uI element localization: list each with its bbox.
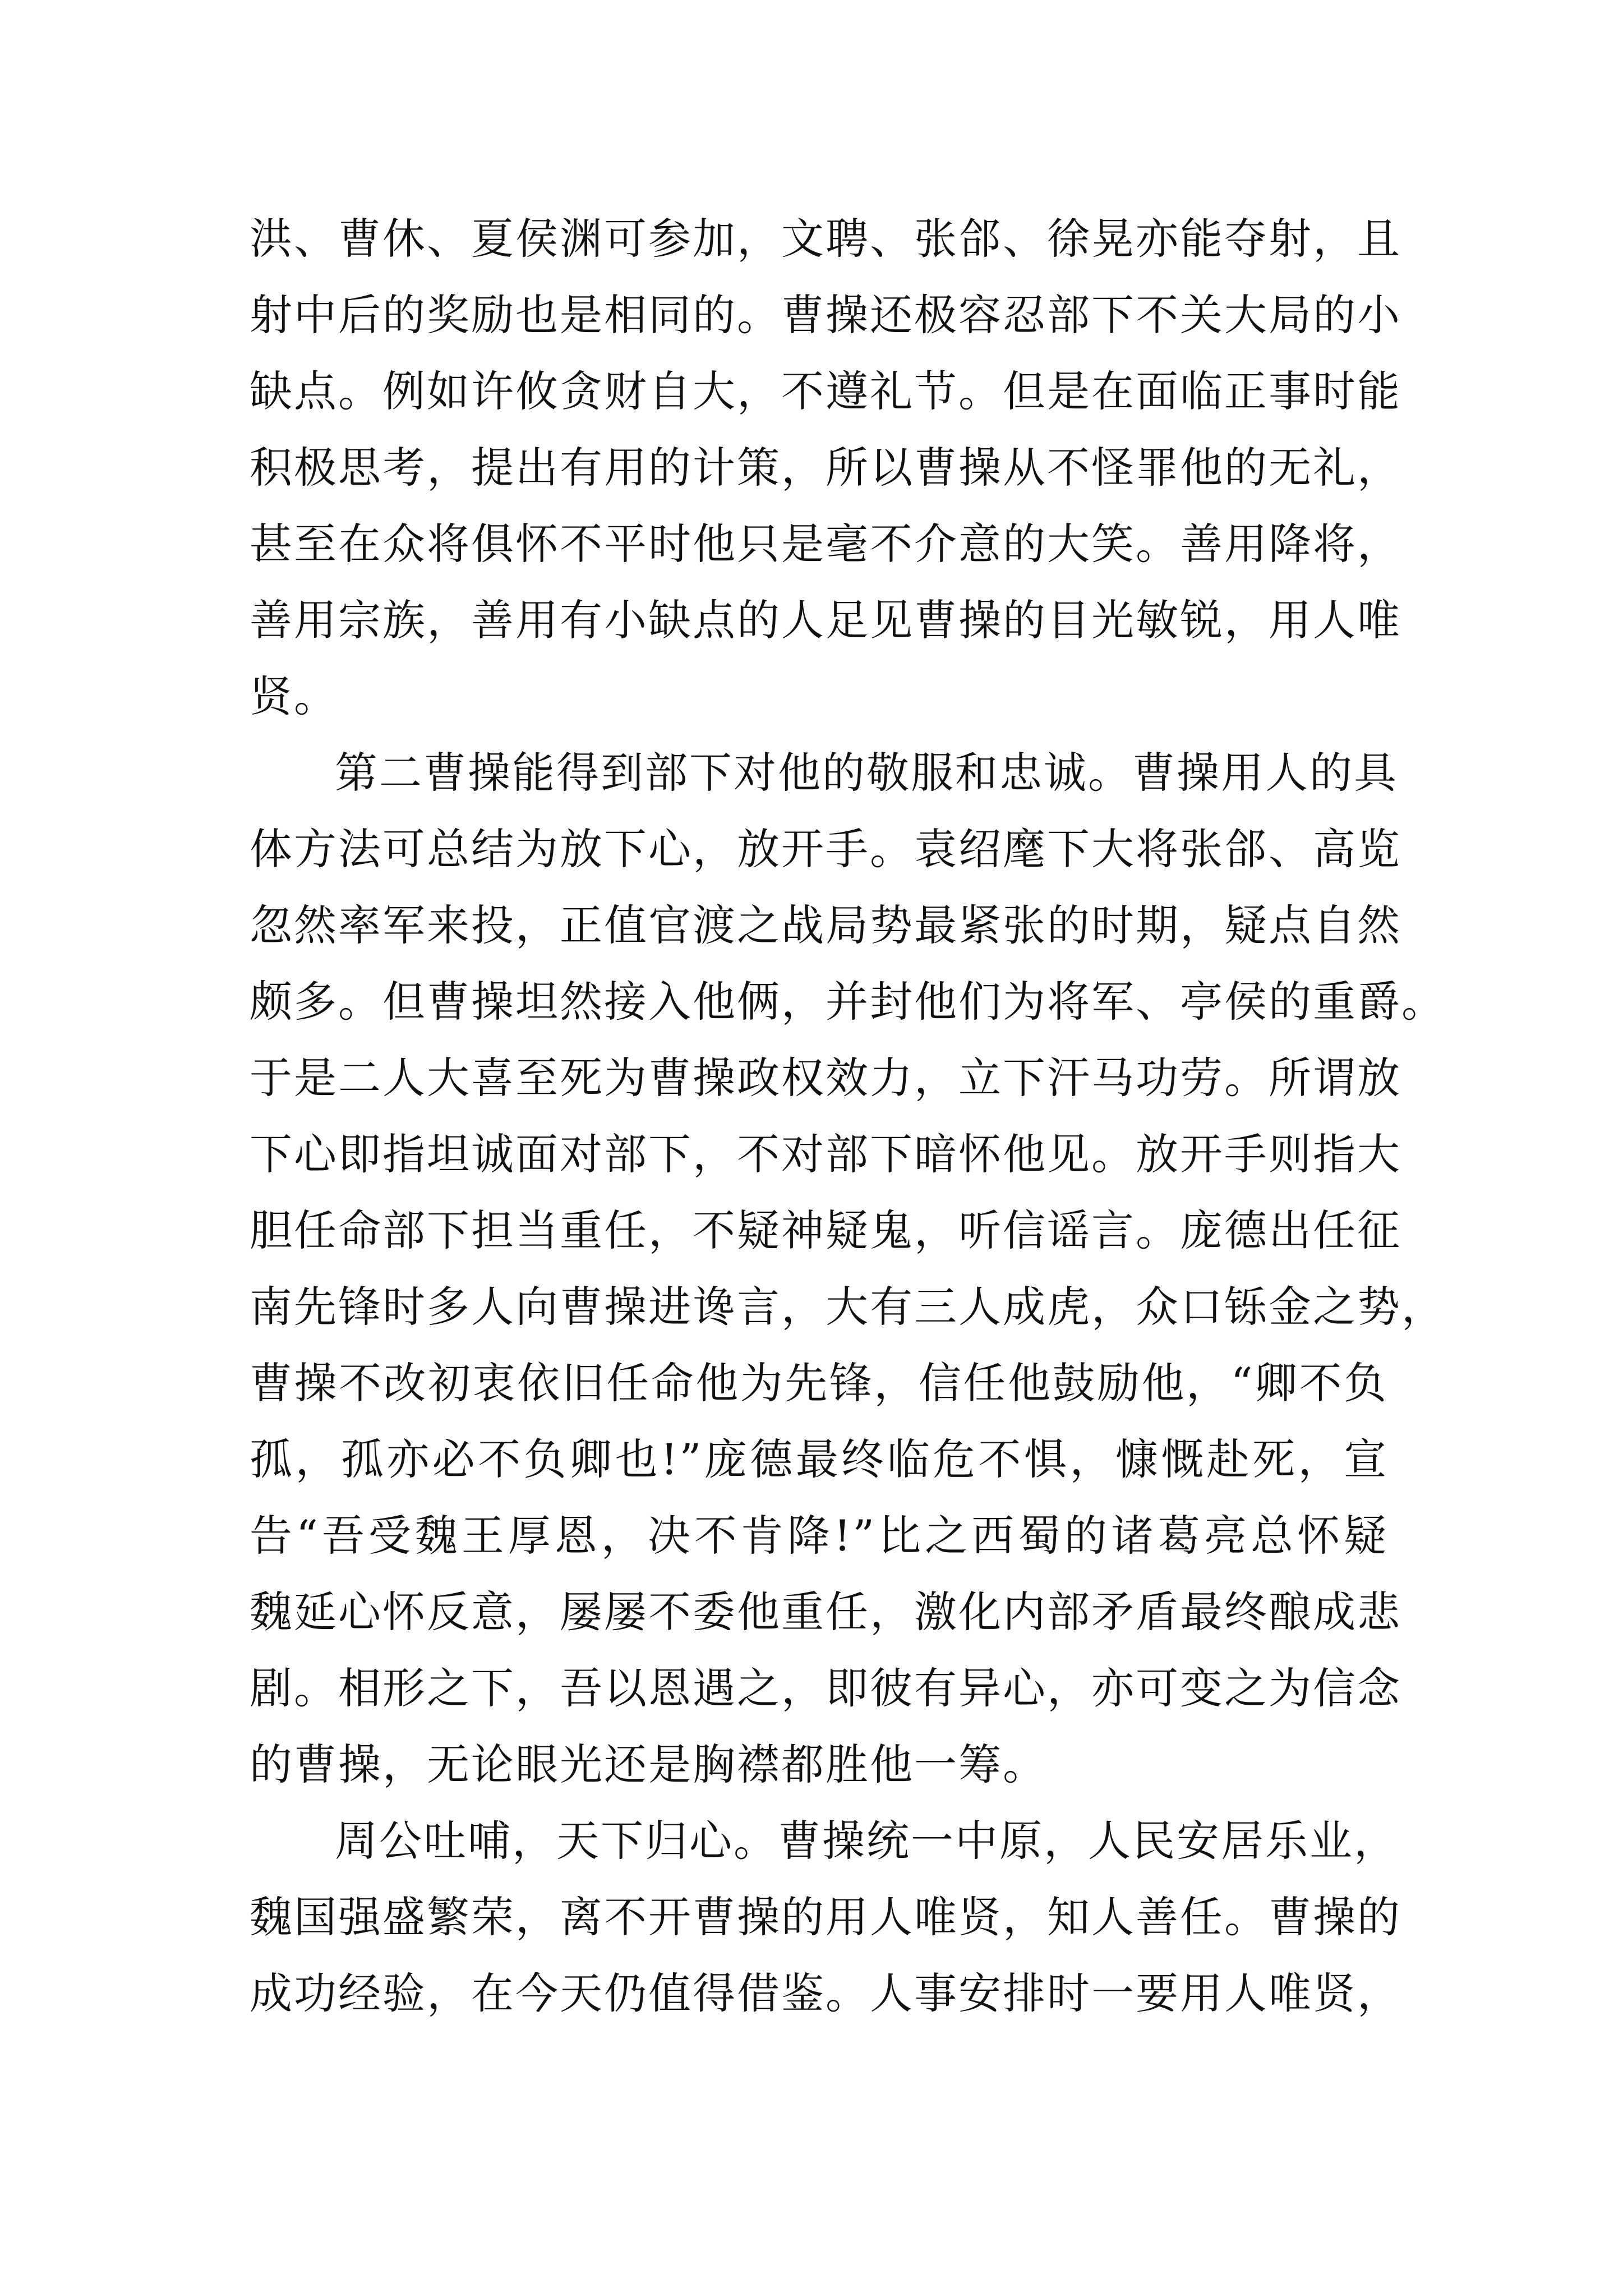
text-line: 第二曹操能得到部下对他的敬服和忠诚。曹操用人的具: [335, 748, 1398, 798]
text-line: 魏延心怀反意，屡屡不委他重任，激化内部矛盾最终酿成悲: [250, 1587, 1401, 1637]
text-line: 甚至在众将俱怀不平时他只是毫不介意的大笑。善用降将，: [250, 519, 1401, 569]
text-line: 积极思考，提出有用的计策，所以曹操从不怪罪他的无礼，: [250, 443, 1401, 493]
text-line: 射中后的奖励也是相同的。曹操还极容忍部下不关大局的小: [250, 290, 1401, 340]
text-line: 忽然率军来投，正值官渡之战局势最紧张的时期，疑点自然: [250, 900, 1401, 950]
text-line: 于是二人大喜至死为曹操政权效力，立下汗马功劳。所谓放: [250, 1053, 1401, 1103]
text-line: 颇多。但曹操坦然接入他俩，并封他们为将军、亭侯的重爵。: [250, 977, 1446, 1027]
text-line: 曹操不改初衷依旧任命他为先锋，信任他鼓励他，“卿不负: [250, 1358, 1388, 1408]
text-line: 的曹操，无论眼光还是胸襟都胜他一筹。: [250, 1740, 1047, 1789]
text-line: 剧。相形之下，吾以恩遇之，即彼有异心，亦可变之为信念: [250, 1663, 1401, 1713]
text-line: 南先锋时多人向曹操进谗言，大有三人成虎，众口铄金之势，: [250, 1282, 1446, 1332]
body-text: [250, 210, 1446, 2041]
text-line: 下心即指坦诚面对部下，不对部下暗怀他见。放开手则指大: [250, 1129, 1401, 1179]
text-line: 洪、曹休、夏侯渊可参加，文聘、张郃、徐晃亦能夺射，且: [250, 214, 1401, 264]
text-line: 贤。: [250, 671, 338, 721]
text-line: 善用宗族，善用有小缺点的人足见曹操的目光敏锐，用人唯: [250, 595, 1401, 645]
text-line: 成功经验，在今天仍值得借鉴。人事安排时一要用人唯贤，: [250, 1968, 1401, 2018]
text-line: 魏国强盛繁荣，离不开曹操的用人唯贤，知人善任。曹操的: [250, 1892, 1401, 1942]
text-line: 周公吐哺，天下归心。曹操统一中原，人民安居乐业，: [335, 1816, 1398, 1866]
text-line: 体方法可总结为放下心，放开手。袁绍麾下大将张郃、高览: [250, 824, 1401, 874]
text-line: 告“吾受魏王厚恩，决不肯降!”比之西蜀的诸葛亮总怀疑: [250, 1511, 1388, 1561]
text-line: 孤，孤亦必不负卿也!”庞德最终临危不惧，慷慨赴死，宣: [250, 1434, 1388, 1484]
text-line: 胆任命部下担当重任，不疑神疑鬼，听信谣言。庞德出任征: [250, 1205, 1401, 1255]
text-line: 缺点。例如许攸贪财自大，不遵礼节。但是在面临正事时能: [250, 366, 1401, 416]
